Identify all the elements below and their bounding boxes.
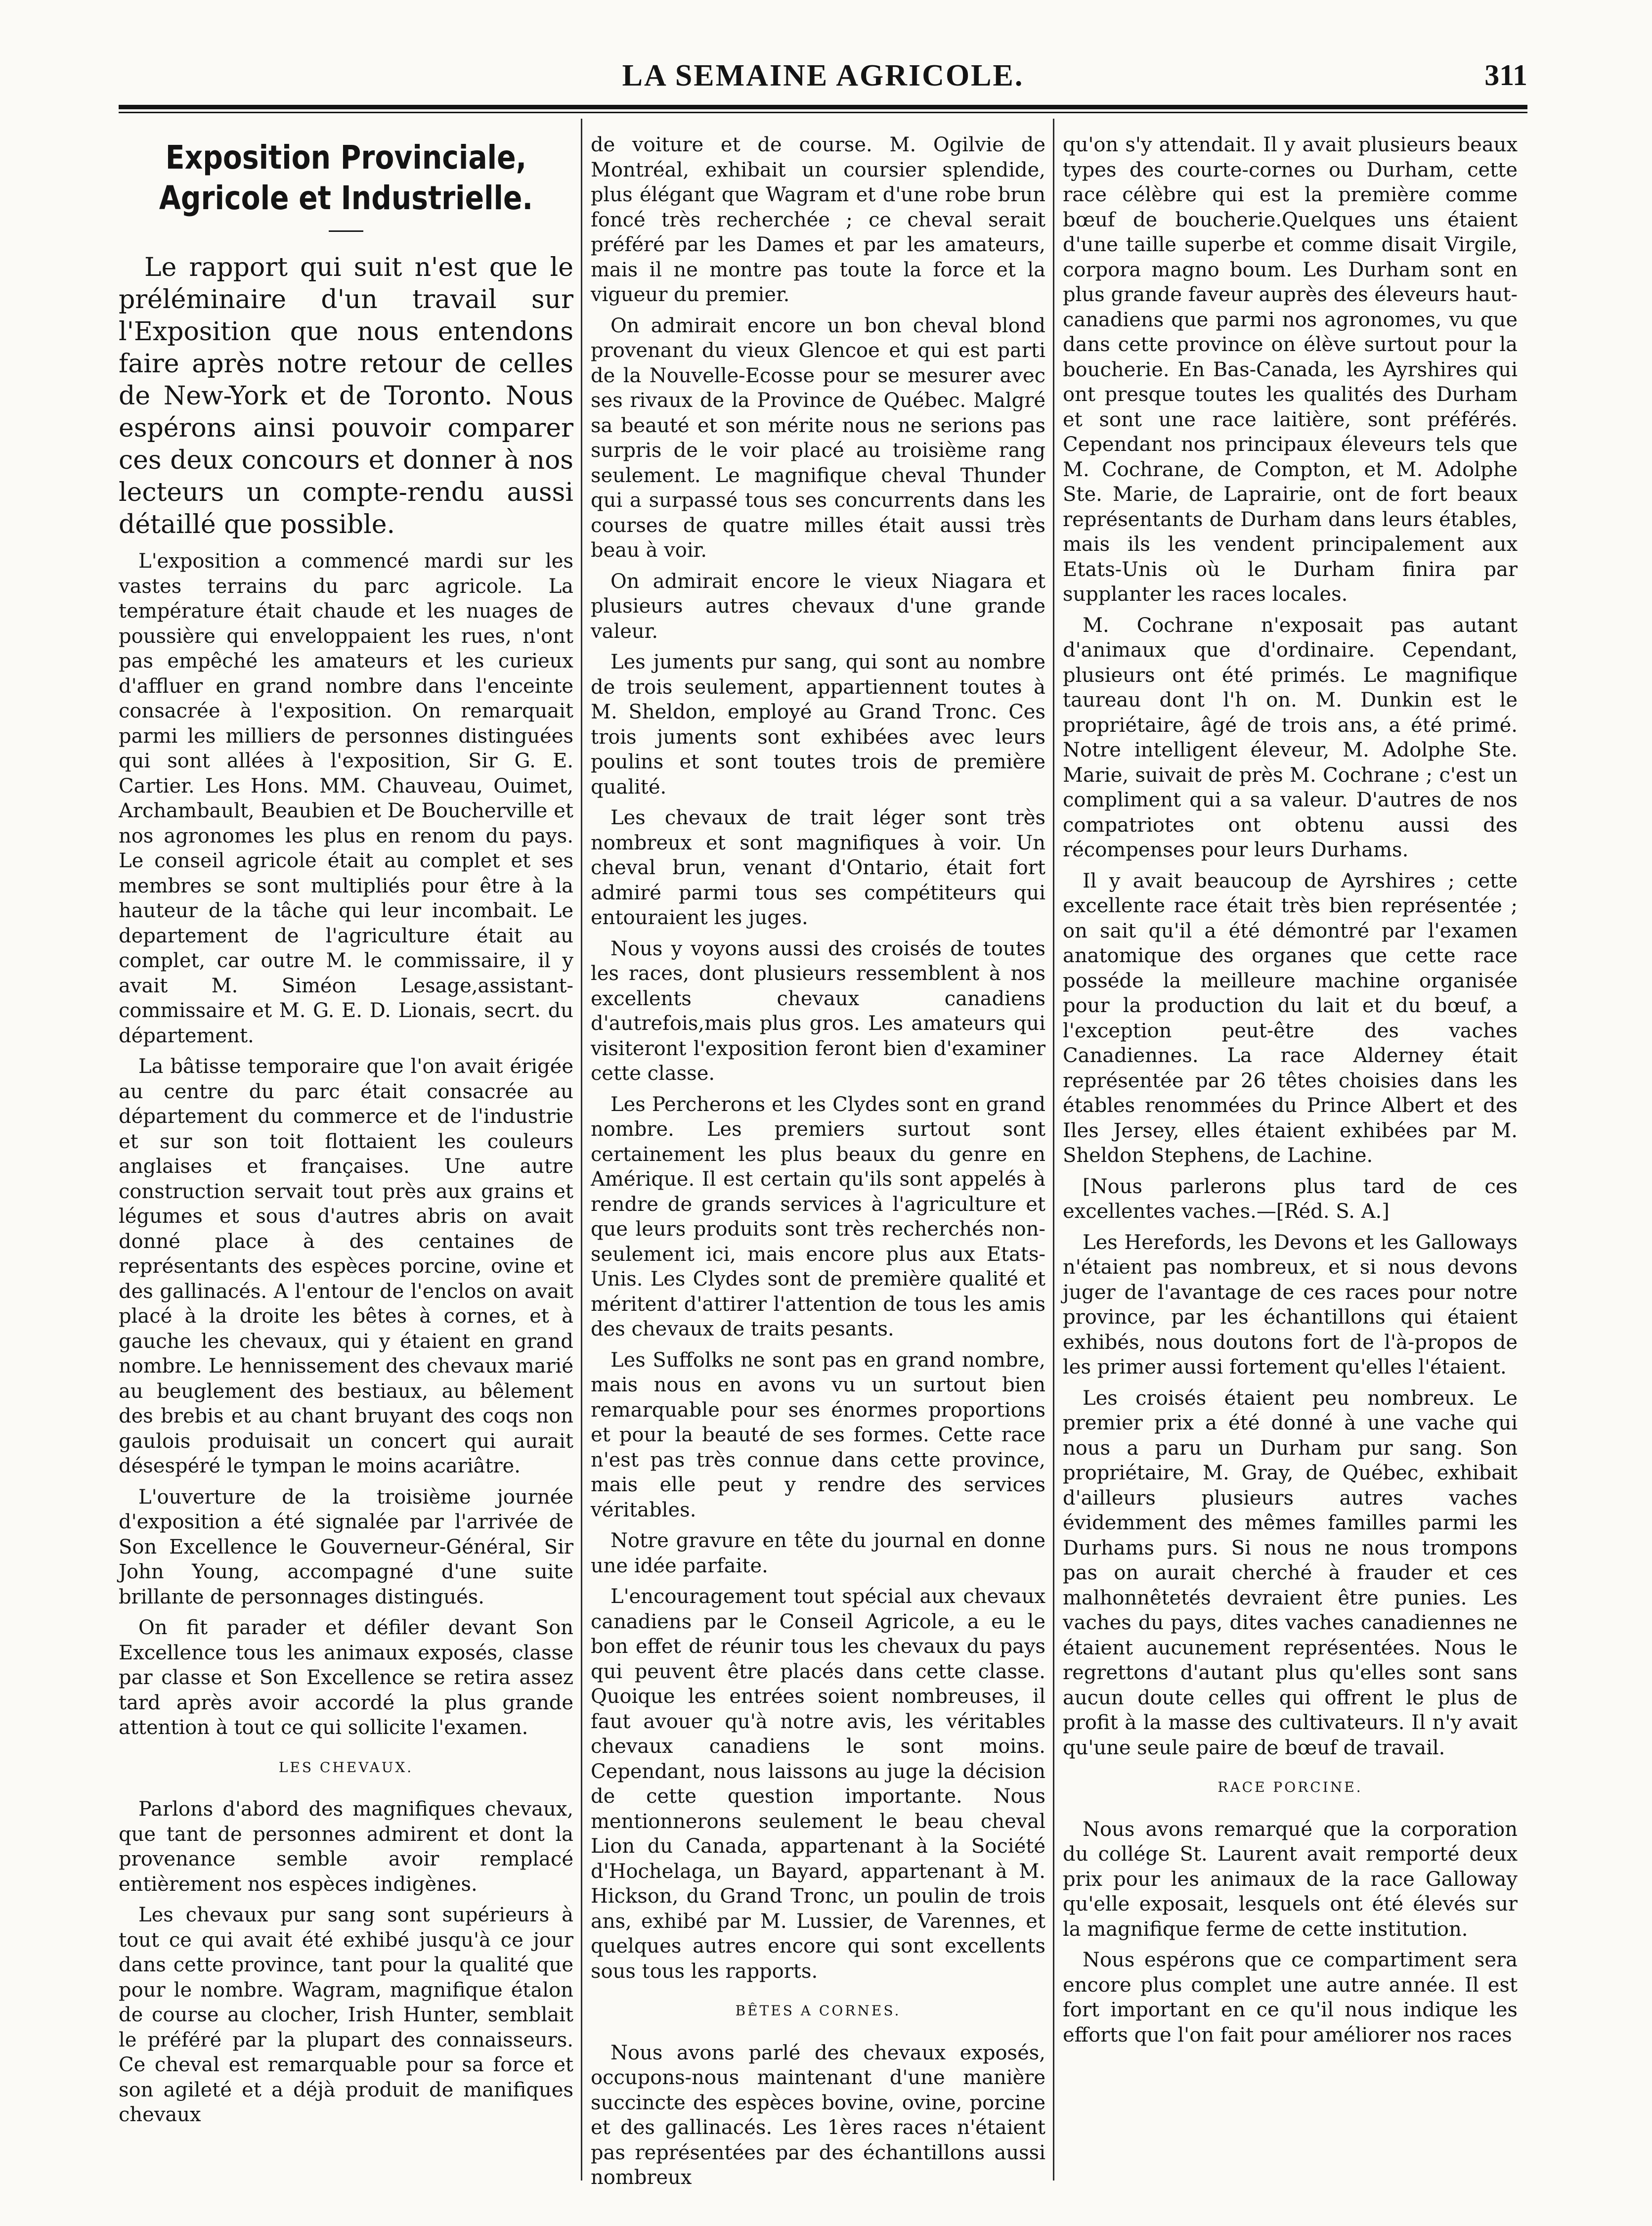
paragraph: Nous y voyons aussi des croisés de toutes les races, dont plusieurs ressemblent à nos excellents chevaux canadiens d'autrefois,mais plus gros. Les amateurs qui visiteront l'exposition feront bien d'examiner cette classe. bbox=[591, 937, 1045, 1085]
paragraph: La bâtisse temporaire que l'on avait érigée au centre du parc était consacrée au département du commerce et de l'industrie et sur son toit flottaient les couleurs anglaises et françaises. Une autre construction servait tout près aux grains et légumes et sous d'autres abris on avait donné place à des centaines de représentants des espèces porcine, ovine et des gallinacés. A l'entour de l'enclos on avait placé à la droite les bêtes à cornes, et à gauche les chevaux, qui y étaient en grand nombre. Le hennissement des chevaux marié au beuglement des bestiaux, au bêlement des brebis et au chant bruyant des coqs non gaulois produisait un concert qui aurait désespéré le tympan le moins acariâtre. bbox=[119, 1055, 573, 1477]
section-heading-betes-a-cornes: BÊTES A CORNES. bbox=[735, 2003, 901, 2019]
lead-paragraph: Le rapport qui suit n'est que le préléminaire d'un travail sur l'Exposition que nous entendons faire après notre retour de celles de New-York et de Toronto. Nous espérons ainsi pouvoir comparer ces deux concours et donner à nos lecteurs un compte-rendu aussi détaillé que possible. bbox=[119, 253, 573, 539]
paragraph: Notre gravure en tête du journal en donne une idée parfaite. bbox=[591, 1529, 1045, 1577]
column-3 bbox=[1063, 133, 1518, 2175]
paragraph: Les Herefords, les Devons et les Galloways n'étaient pas nombreux, et si nous devons juger de l'avantage de ces races pour notre province, par les échantillons qui étaient exhibés, nous doutons fort de l'à-propos de les primer aussi fortement qu'elles l'étaient. bbox=[1063, 1231, 1518, 1379]
paragraph: On admirait encore un bon cheval blond provenant du vieux Glencoe et qui est parti de la Nouvelle-Ecosse pour se mesurer avec ses rivaux de la Province de Québec. Malgré sa beauté et son mérite nous ne serions pas surpris de le voir placé au troisième rang seulement. Le magnifique cheval Thunder qui a surpassé tous ses concurrents dans les courses de quatre milles était aussi très beau à voir. bbox=[591, 314, 1045, 562]
paragraph: Les chevaux pur sang sont supérieurs à tout ce qui avait été exhibé jusqu'à ce jour dans cette province, tant pour la qualité que pour le nombre. Wagram, magnifique étalon de course au clocher, Irish Hunter, semblait le préféré par la plupart des connaisseurs. Ce cheval est remarquable pour sa force et son agileté et a déjà produit de manifiques chevaux bbox=[119, 1904, 573, 2126]
paragraph: Nous avons remarqué que la corporation du collége St. Laurent avait remporté deux prix pour les animaux de la race Galloway qu'elle exposait, lesquels ont été élevés sur la magnifique ferme de cette institution. bbox=[1063, 1818, 1518, 1941]
paragraph: Nous avons parlé des chevaux exposés, occupons-nous maintenant d'une manière succincte des espèces bovine, ovine, porcine et des gallinacés. Les 1ères races n'étaient pas représentées par des échantillons aussi nombreux bbox=[591, 2041, 1045, 2189]
paragraph: Les juments pur sang, qui sont au nombre de trois seulement, appartiennent toutes à M. Sheldon, employé au Grand Tronc. Ces trois juments sont exhibées avec leurs poulins et sont toutes trois de première qualité. bbox=[591, 651, 1045, 799]
section-heading-chevaux: LES CHEVAUX. bbox=[278, 1759, 414, 1776]
section-heading-race-porcine: RACE PORCINE. bbox=[1217, 1779, 1363, 1795]
paragraph: Il y avait beaucoup de Ayrshires ; cette excellente race était très bien représentée ; on sait qu'il a été démontré par l'examen anatomique des organes que cette race posséde la meilleure machine organisée pour la production du lait et du bœuf, a l'exception peut-être des vaches Canadiennes. La race Alderney était représentée par 26 têtes choisies dans les étables renommées du Prince Albert et des Iles Jersey, elles étaient exhibées par M. Sheldon Stephens, de Lachine. bbox=[1063, 869, 1518, 1167]
paragraph: Nous espérons que ce compartiment sera encore plus complet une autre année. Il est fort important en ce qu'il nous indique les efforts que l'on fait pour améliorer nos races bbox=[1063, 1949, 1518, 2047]
paragraph: Les Suffolks ne sont pas en grand nombre, mais nous en avons vu un surtout bien remarquable pour ses énormes proportions et pour la beauté de ses formes. Cette race n'est pas très connue dans cette province, mais elle peut y rendre des services véritables. bbox=[591, 1348, 1045, 1521]
paragraph: Les croisés étaient peu nombreux. Le premier prix a été donné à une vache qui nous a paru un Durham pur sang. Son propriétaire, M. Gray, de Québec, exhibait d'ailleurs plusieurs autres vaches évidemment des mêmes familles parmi les Durhams purs. Si nous ne nous trompons pas on aurait cherché à frauder et ces malhonnêtetés devraient être punies. Les vaches du pays, dites vaches canadiennes ne étaient aucunement représentées. Nous le regrettons d'autant plus qu'elles sont sans aucun doute celles qui offrent le plus de profit à la masse des cultivateurs. Il n'y avait qu'une seule paire de bœuf de travail. bbox=[1063, 1386, 1518, 1759]
paragraph: On admirait encore le vieux Niagara et plusieurs autres chevaux d'une grande valeur. bbox=[591, 570, 1045, 643]
paragraph: On fit parader et défiler devant Son Excellence tous les animaux exposés, classe par classe et Son Excellence se retira assez tard après avoir accordé la plus grande attention à tout ce qui sollicite l'examen. bbox=[119, 1616, 573, 1739]
editor-note: [Nous parlerons plus tard de ces excellentes vaches.—[Réd. S. A.] bbox=[1063, 1175, 1518, 1223]
paragraph: Les Percherons et les Clydes sont en grand nombre. Les premiers surtout sont certainement les plus beaux du genre en Amérique. Il est certain qu'ils sont appelés à rendre de grands services à l'agriculture et que leurs produits sont très recherchés non-seulement ici, mais encore plus aux Etats-Unis. Les Clydes sont de première qualité et méritent d'attirer l'attention de tous les amis des chevaux de traits pesants. bbox=[591, 1093, 1045, 1340]
page-number: 311 bbox=[1484, 59, 1527, 91]
paragraph: Les chevaux de trait léger sont très nombreux et sont magnifiques à voir. Un cheval brun, venant d'Ontario, était fort admiré parmi tous ses compétiteurs qui entouraient les juges. bbox=[591, 806, 1045, 929]
paragraph: L'exposition a commencé mardi sur les vastes terrains du parc agricole. La température était chaude et les nuages de poussière qui enveloppaient les rues, n'ont pas empêché les amateurs et les curieux d'affluer en grand nombre dans l'enceinte consacrée à l'exposition. On remarquait parmi les milliers de personnes distinguées qui sont allées à l'exposition, Sir G. E. Cartier. Les Hons. MM. Chauveau, Ouimet, Archambault, Beaubien et De Boucherville et nos agronomes les plus en renom du pays. Le conseil agricole était au complet et ses membres se sont multipliés pour être à la hauteur de la tâche qui leur incombait. Le departement de l'agriculture était au complet, car outre M. le commissaire, il y avait M. Siméon Lesage,assistant-commissaire et M. G. E. D. Lionais, secrt. du département. bbox=[119, 550, 573, 1047]
article-headline: Exposition Provinciale, Agricole et Industrielle. bbox=[159, 138, 533, 217]
column-divider-2 bbox=[1053, 119, 1054, 2181]
column-divider-1 bbox=[581, 119, 582, 2181]
paragraph: de voiture et de course. M. Ogilvie de Montréal, exhibait un coursier splendide, plus élégant que Wagram et d'une robe brun foncé très recherchée ; ce cheval serait préféré par les Dames et par les amateurs, mais il ne montre pas toute la force et la vigueur du premier. bbox=[591, 134, 1045, 306]
headline-dash bbox=[329, 230, 363, 232]
paragraph: Parlons d'abord des magnifiques chevaux, que tant de personnes admirent et dont la provenance semble avoir remplacé entièrement nos espèces indigènes. bbox=[119, 1798, 573, 1896]
masthead bbox=[119, 58, 1527, 108]
paragraph: M. Cochrane n'exposait pas autant d'animaux que d'ordinaire. Cependant, plusieurs ont été primés. Le magnifique taureau dont l'h on. M. Dunkin est le propriétaire, âgé de trois ans, a été primé. Notre intelligent éleveur, M. Adolphe Ste. Marie, suivait de près M. Cochrane ; c'est un compliment qui a sa valeur. D'autres de nos compatriotes ont obtenu aussi des récompenses pour leurs Durhams. bbox=[1063, 614, 1518, 861]
journal-title: LA SEMAINE AGRICOLE. bbox=[622, 59, 1024, 92]
paragraph: L'encouragement tout spécial aux chevaux canadiens par le Conseil Agricole, a eu le bon effet de réunir tous les chevaux du pays qui peuvent être placés dans cette classe. Quoique les entrées soient nombreuses, il faut avouer qu'à notre avis, les véritables chevaux canadiens le sont moins. Cependant, nous laissons au juge la décision de cette question importante. Nous mentionnerons seulement le beau cheval Lion du Canada, appartenant à la Société d'Hochelaga, un Bayard, appartenant à M. Hickson, du Grand Tronc, un poulin de trois ans, exhibé par M. Lussier, de Varennes, et quelques autres encore qui sont excellents sous tous les rapports. bbox=[591, 1585, 1045, 1983]
column-2 bbox=[591, 133, 1045, 2189]
column-1 bbox=[119, 133, 573, 2175]
header-rule-thin bbox=[119, 112, 1527, 113]
paragraph: qu'on s'y attendait. Il y avait plusieurs beaux types des courte-cornes ou Durham, cette race célèbre qui est la première comme bœuf de boucherie.Quelques uns étaient d'une taille superbe et comme disait Virgile, corpora magno boum. Les Durham sont en plus grande faveur auprès des éleveurs haut-canadiens que parmi nos agronomes, vu que dans cette province on élève surtout pour la boucherie. En Bas-Canada, les Ayrshires qui ont presque toutes les qualités des Durham et sont une race laitière, sont préférés. Cependant nos principaux éleveurs tels que M. Cochrane, de Compton, et M. Adolphe Ste. Marie, de Laprairie, ont de fort beaux représentants de Durham dans leurs étables, mais ils les vendent principalement aux Etats-Unis où le Durham finira par supplanter les races locales. bbox=[1063, 134, 1518, 606]
header-rule-thick bbox=[119, 105, 1527, 109]
paragraph: L'ouverture de la troisième journée d'exposition a été signalée par l'arrivée de Son Excellence le Gouverneur-Général, Sir John Young, accompagné d'une suite brillante de personnages distingués. bbox=[119, 1485, 573, 1608]
